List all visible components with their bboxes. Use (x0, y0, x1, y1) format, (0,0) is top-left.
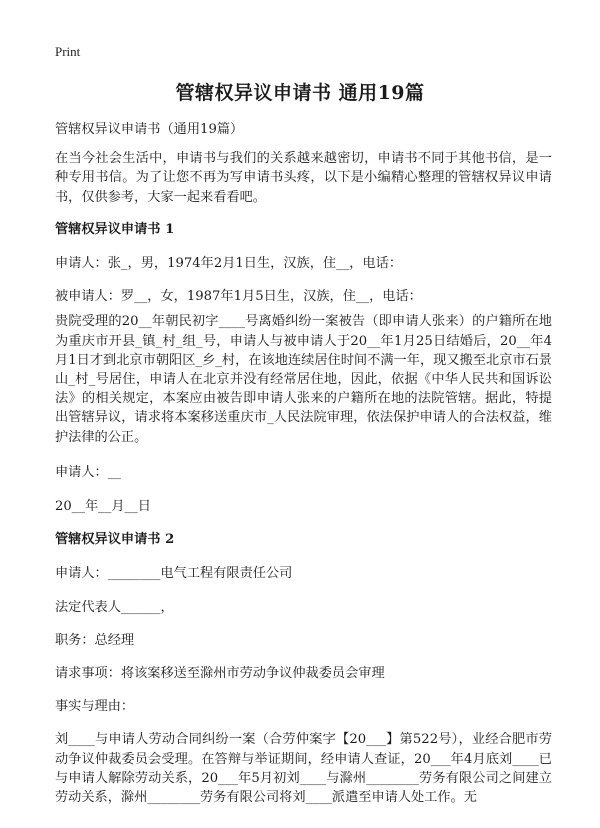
section-2-facts-body: 刘____与申请人劳动合同纠纷一案（合劳仲案字【20___】第522号），业经合肥市劳动争议仲裁委员会受理。在答辩与举证期间，经申请人查证，20___年4月底刘____已与申请人解除劳动关系，20___年5月初刘____与滁州________劳务有限公司之间建立劳动关系，滁州________劳务有限公司将刘____派遣至申请人处工作。无 (55, 732, 552, 806)
section-1-signature: 申请人：__ (55, 464, 121, 480)
document-title: 管辖权异议申请书 通用19篇 (175, 82, 425, 104)
section-1-date: 20__年__月__日 (55, 499, 151, 515)
section-2-applicant: 申请人：________电气工程有限责任公司 (55, 566, 293, 582)
document-body (55, 120, 552, 807)
section-1-applicant: 申请人：张_，男，1974年2月1日生，汉族，住__，电话： (55, 256, 403, 272)
section-1-body: 贵院受理的20__年朝民初字____号离婚纠纷一案被告（即申请人张来）的户籍所在地为重庆市开县_镇_村_组_号，申请人与被申请人于20__年1月25日结婚后，20__年4月1日才到北京市朝阳区_乡_村，在该地连续居住时间不满一年，现又搬至北京市石景山_村_号居住，申请人在北京并没有经常居住地，因此，依据《中华人民共和国诉讼法》的相关规定，本案应由被告即申请人张来的户籍所在地的法院管辖。据此，特提出管辖异议，请求将本案移送重庆市_人民法院审理，依法保护申请人的合法权益，维护法律的公正。 (55, 314, 552, 445)
section-2-request: 请求事项：将该案移送至滁州市劳动争议仲裁委员会审理 (55, 666, 385, 682)
section-1-respondent: 被申请人：罗__，女，1987年1月5日生，汉族，住__，电话： (55, 289, 422, 305)
section-2-legal-rep: 法定代表人______， (55, 599, 174, 615)
section-2-heading: 管辖权异议申请书 2 (55, 532, 175, 548)
print-link[interactable]: Print (55, 44, 81, 59)
section-2-position: 职务：总经理 (55, 632, 135, 648)
document-subtitle: 管辖权异议申请书（通用19篇） (55, 122, 244, 137)
section-2-facts-label: 事实与理由： (55, 699, 135, 715)
intro-paragraph: 在当今社会生活中，申请书与我们的关系越来越密切，申请书不同于其他书信，是一种专用书信。为了让您不再为写申请书头疼，以下是小编精心整理的管辖权异议申请书，仅供参考，大家一起来看看吧。 (55, 151, 552, 205)
section-1-heading: 管辖权异议申请书 1 (55, 221, 175, 237)
